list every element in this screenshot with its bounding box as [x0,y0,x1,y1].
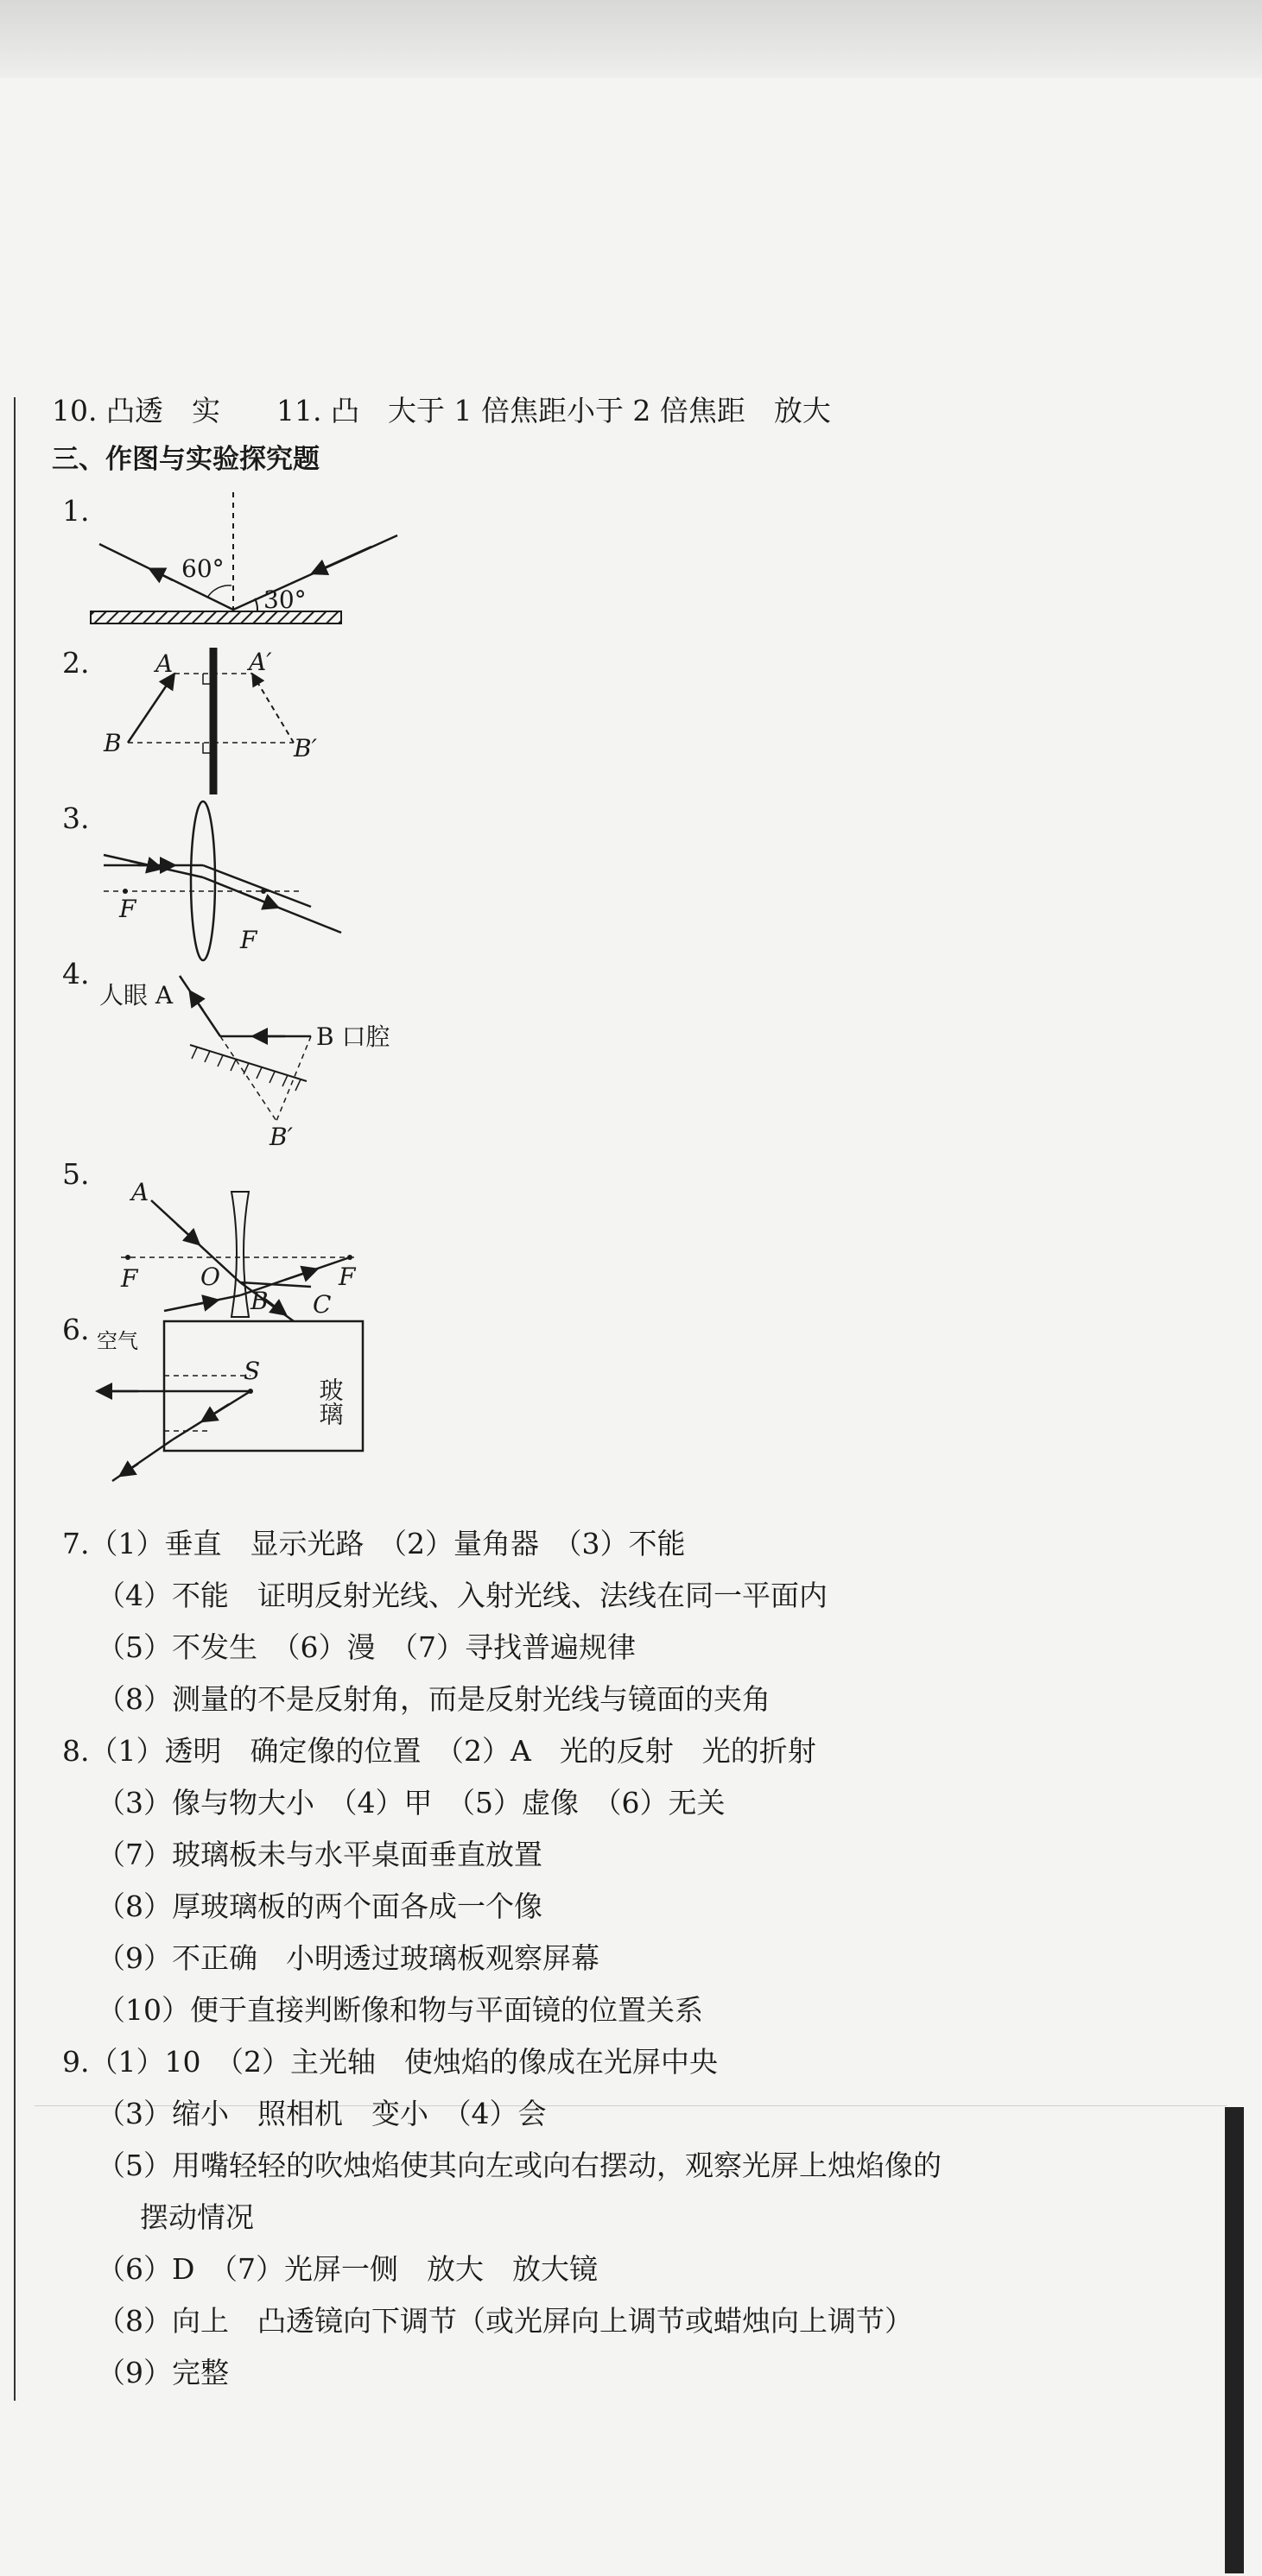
label-B: B [250,1287,269,1315]
answer-q11: 11. 凸 大于 1 倍焦距小于 2 倍焦距 放大 [276,394,831,427]
diagram-2-plane-mirror [86,639,371,803]
answer-8-line-4: （8）厚玻璃板的两个面各成一个像 [97,1889,542,1923]
answer-8-line-5: （9）不正确 小明透过玻璃板观察屏幕 [97,1941,599,1975]
label-B: B [104,729,122,757]
answer-9-line-1: 9.（1）10 （2）主光轴 使烛焰的像成在光屏中央 [62,2045,718,2079]
answer-7-line-3: （5）不发生 （6）漫 （7）寻找普遍规律 [97,1630,636,1664]
answer-8-line-2: （3）像与物大小 （4）甲 （5）虚像 （6）无关 [97,1786,726,1820]
scan-top-shadow [0,0,1262,78]
object-arrow [128,674,174,743]
answer-9-line-7: （9）完整 [97,2356,229,2389]
answer-8-line-3: （7）玻璃板未与水平桌面垂直放置 [97,1838,542,1871]
diagram-3-convex-lens [86,794,363,967]
label-eye: 人眼 A [99,981,174,1010]
diagram-5-number: 5. [62,1157,90,1191]
diagram-6-number: 6. [62,1313,90,1346]
image-arrow [252,674,294,743]
label-F-right: F [339,1263,356,1291]
answer-7-line-2: （4）不能 证明反射光线、入射光线、法线在同一平面内 [97,1579,828,1612]
diagram-3-number: 3. [62,801,90,835]
label-A: A [131,1178,149,1206]
left-margin-rule [14,397,16,2401]
diagram-2-number: 2. [62,646,90,680]
label-F-left: F [119,895,136,923]
angle-30: 30° [263,585,307,614]
answer-q10: 10. 凸透 实 [52,394,220,427]
label-glass: 玻璃 [315,1377,345,1426]
label-C: C [313,1290,332,1319]
answer-9-line-4: 摆动情况 [140,2200,254,2234]
incident-ray [233,535,397,610]
answer-9-line-2: （3）缩小 照相机 变小 （4）会 [97,2097,547,2130]
answer-9-line-6: （8）向上 凸透镜向下调节（或光屏向上调节或蜡烛向上调节） [97,2304,913,2338]
diagram-1-number: 1. [62,494,90,528]
scan-right-edge [1225,2107,1244,2573]
label-air: 空气 [97,1329,138,1353]
answer-7-line-1: 7.（1）垂直 显示光路 （2）量角器 （3）不能 [62,1527,686,1560]
answer-9-line-3: （5）用嘴轻轻的吹烛焰使其向左或向右摆动，观察光屏上烛焰像的 [97,2149,942,2182]
ray-A [151,1200,240,1282]
diagram-6-glass-block [86,1308,397,1507]
answer-9-line-5: （6）D （7）光屏一侧 放大 放大镜 [97,2252,598,2286]
diagram-5-concave-lens [86,1157,380,1330]
label-B-prime: B′ [294,734,317,763]
label-F-right: F [240,926,257,954]
diagram-4-dental-mirror [86,950,449,1149]
label-B-prime: B′ [270,1123,293,1151]
label-mouth: B 口腔 [316,1022,390,1051]
label-O: O [200,1263,220,1291]
answer-8-line-6: （10）便于直接判断像和物与平面镜的位置关系 [97,1993,703,2027]
diagram-1-reflection [86,484,415,639]
label-F-left: F [121,1264,138,1293]
label-A-prime: A′ [249,648,272,676]
label-A: A [155,649,174,678]
lens [231,1192,249,1317]
label-S: S [244,1357,261,1385]
section-title: 三、作图与实验探究题 [52,444,320,475]
diagram-4-number: 4. [62,957,90,991]
angle-60: 60° [181,554,225,583]
answer-8-line-1: 8.（1）透明 确定像的位置 （2）A 光的反射 光的折射 [62,1734,816,1768]
answer-7-line-4: （8）测量的不是反射角，而是反射光线与镜面的夹角 [97,1682,771,1716]
